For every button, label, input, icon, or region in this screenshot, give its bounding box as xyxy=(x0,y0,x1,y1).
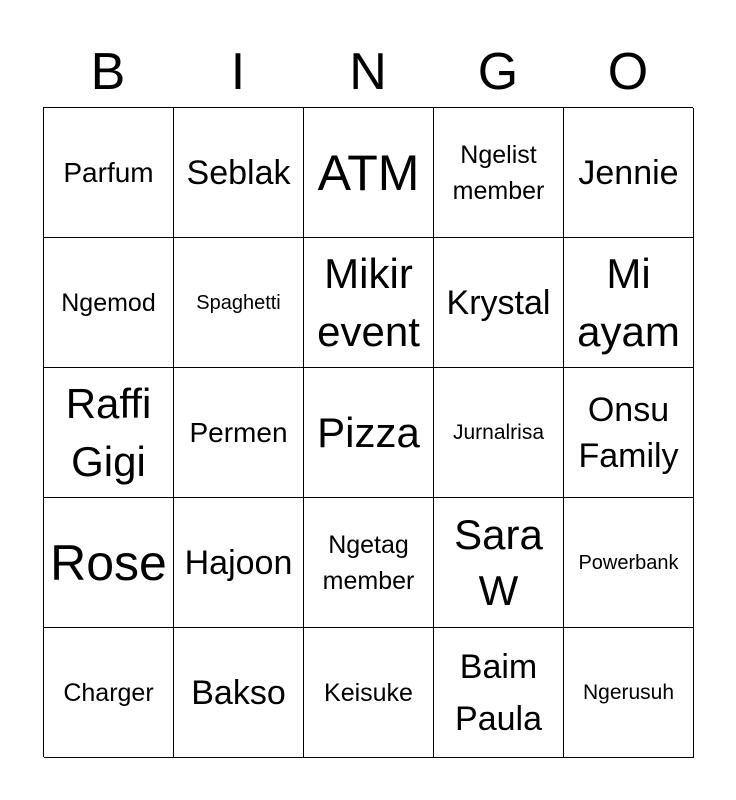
bingo-header xyxy=(43,38,693,106)
cell-label: Krystal xyxy=(446,283,551,322)
bingo-grid xyxy=(43,107,693,757)
bingo-cell[interactable] xyxy=(434,238,564,368)
cell-label: Jennie xyxy=(578,153,679,192)
bingo-cell[interactable] xyxy=(44,628,174,758)
cell-label: Ngerusuh xyxy=(582,680,675,704)
cell-label: Powerbank xyxy=(578,551,679,574)
cell-label: Spaghetti xyxy=(196,291,281,314)
cell-label: Ngemod xyxy=(61,288,156,317)
header-letter-n: N xyxy=(349,43,387,101)
bingo-cell[interactable] xyxy=(434,108,564,238)
bingo-cell[interactable] xyxy=(174,368,304,498)
bingo-cell[interactable] xyxy=(434,498,564,628)
bingo-cell[interactable] xyxy=(564,108,694,238)
cell-label: Permen xyxy=(189,416,288,448)
bingo-cell[interactable] xyxy=(174,238,304,368)
bingo-cell[interactable] xyxy=(564,368,694,498)
bingo-cell[interactable] xyxy=(564,238,694,368)
bingo-cell[interactable] xyxy=(304,238,434,368)
cell-label: ATM xyxy=(317,144,420,201)
bingo-cell[interactable] xyxy=(304,498,434,628)
bingo-cell[interactable] xyxy=(304,628,434,758)
bingo-cell[interactable] xyxy=(174,628,304,758)
cell-label: Seblak xyxy=(186,153,291,192)
bingo-cell[interactable] xyxy=(44,238,174,368)
bingo-cell[interactable] xyxy=(44,108,174,238)
header-letter-o: O xyxy=(607,43,649,101)
cell-label: Mi ayam xyxy=(577,249,680,355)
cell-label: Parfum xyxy=(63,156,154,188)
bingo-cell[interactable] xyxy=(174,498,304,628)
bingo-cell[interactable] xyxy=(174,108,304,238)
cell-label: Charger xyxy=(63,678,154,707)
cell-label: Sara W xyxy=(454,510,543,614)
cell-label: Jurnalrisa xyxy=(452,420,545,444)
bingo-cell[interactable] xyxy=(44,498,174,628)
cell-label: Bakso xyxy=(191,673,286,712)
bingo-cell[interactable] xyxy=(564,628,694,758)
cell-label: Raffi Gigi xyxy=(65,379,152,485)
bingo-cell[interactable] xyxy=(304,368,434,498)
cell-label: Mikir event xyxy=(317,249,420,355)
cell-label: Ngetag member xyxy=(322,530,415,595)
cell-label: Keisuke xyxy=(324,678,413,707)
bingo-cell[interactable] xyxy=(434,628,564,758)
cell-label: Onsu Family xyxy=(578,390,679,475)
cell-label: Pizza xyxy=(317,408,420,456)
cell-label: Ngelist member xyxy=(452,140,545,205)
bingo-cell[interactable] xyxy=(44,368,174,498)
header-letter-g: G xyxy=(477,43,519,101)
header-letter-b: B xyxy=(90,43,126,101)
bingo-cell[interactable] xyxy=(304,108,434,238)
bingo-cell[interactable] xyxy=(434,368,564,498)
cell-label: Baim Paula xyxy=(455,647,542,738)
cell-label: Hajoon xyxy=(184,543,293,582)
header-letter-i: I xyxy=(230,43,246,101)
bingo-cell[interactable] xyxy=(564,498,694,628)
cell-label: Rose xyxy=(50,534,167,591)
